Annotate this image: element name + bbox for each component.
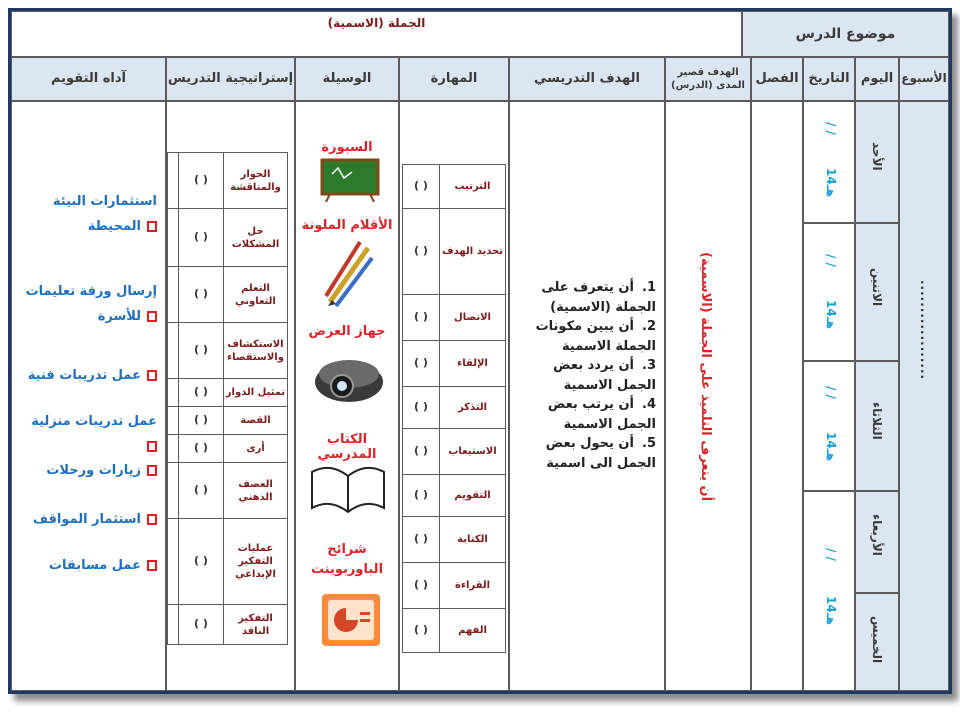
teaching-goal-column (509, 101, 665, 691)
tool-label-blackboard: السبورة (321, 140, 373, 155)
short-goal-column (665, 101, 751, 691)
evaluation-item: عمل مسابقات (17, 554, 157, 579)
date-slashes: / / (824, 254, 838, 267)
skill-table (402, 164, 506, 653)
table-row: ( ) أرى (168, 435, 288, 463)
evaluation-item: عمل تدريبات فنية (17, 364, 157, 389)
table-row: ( ) الفهم (403, 609, 506, 653)
header-strategy: إستراتيجية التدريس (166, 57, 295, 101)
table-row: ( ) القراءة (403, 563, 506, 609)
day-cell-monday: الاثنين (855, 223, 899, 361)
skill-column (399, 101, 509, 691)
table-row: ( ) الاستكشاف والاستقصاء (168, 323, 288, 379)
date-year: 14هـ (824, 300, 838, 330)
evaluation-item: استثمار المواقف (17, 508, 157, 533)
projector-icon (312, 346, 386, 406)
evaluation-item: إرسال ورقة تعليمات للأسرة (25, 284, 157, 324)
table-row: ( ) التفكير الناقد (168, 605, 288, 645)
strategy-column (166, 101, 295, 691)
tool-label-projector: جهاز العرض (308, 324, 386, 339)
short-goal-text: أن يتعرف التلميذ على الجملة (الاسمية) (698, 252, 713, 502)
objective-item: 3.أن يردد بعض الجمل الاسمية (553, 358, 656, 393)
table-row: ( ) الكتابة (403, 517, 506, 563)
topic-value: الجملة (الاسمية) (327, 16, 426, 30)
table-row: ( ) القصة (168, 407, 288, 435)
day-cell-tuesday: الثلاثاء (855, 361, 899, 491)
date-slashes: / / (824, 386, 838, 399)
day-cell-thursday: الخميس (855, 593, 899, 691)
table-row: ( ) تمثيل الدوار (168, 379, 288, 407)
tool-label-book: الكتاب المدرسي (317, 432, 377, 462)
date-cell (803, 223, 855, 361)
header-date: التاريخ (803, 57, 855, 101)
header-teaching-goal: الهدف التدريسي (509, 57, 665, 101)
topic-label-cell (742, 11, 949, 57)
table-row: ( ) تحديد الهدف (403, 209, 506, 295)
date-cell (803, 101, 855, 223)
date-year: 14هـ (824, 168, 838, 198)
table-row: ( ) الترتيب (403, 165, 506, 209)
date-cell (803, 361, 855, 491)
objective-item: 4.أن يرتب بعض الجمل الاسمية (547, 397, 656, 432)
header-short-goal: الهدف قصير المدى (الدرس) (665, 57, 751, 101)
powerpoint-icon (320, 592, 382, 648)
evaluation-column (11, 101, 166, 691)
header-tool: الوسيلة (295, 57, 399, 101)
table-row: ( ) التقويم (403, 475, 506, 517)
header-day: اليوم (855, 57, 899, 101)
checkbox-icon[interactable] (147, 370, 157, 381)
date-slashes: / / (824, 548, 838, 561)
week-value: .................. (918, 280, 932, 381)
objective-list (516, 278, 656, 473)
table-row: ( ) التعلم التعاوني (168, 267, 288, 323)
tool-label-pencils: الأقلام الملونة (301, 218, 393, 233)
date-year: 14هـ (824, 596, 838, 626)
header-week: الأسبوع (899, 57, 949, 101)
date-year: 14هـ (824, 432, 838, 462)
checkbox-icon[interactable] (147, 560, 157, 571)
header-evaluation: آداه التقويم (11, 57, 166, 101)
strategy-table (167, 152, 288, 645)
checkbox-icon[interactable] (147, 514, 157, 525)
evaluation-item: زيارات ورحلات (17, 459, 157, 484)
table-row: ( ) حل المشكلات (168, 209, 288, 267)
checkbox-icon[interactable] (147, 441, 157, 452)
blackboard-icon (320, 158, 380, 202)
table-row: ( ) التذكر (403, 387, 506, 429)
table-row: ( ) الإلقاء (403, 341, 506, 387)
table-row: ( ) عمليات التفكير الإبداعي (168, 519, 288, 605)
table-row: ( ) العصف الذهني (168, 463, 288, 519)
objective-item: 2.أن يبين مكونات الجملة الاسمية (535, 319, 656, 354)
day-cell-wednesday: الأربعاء (855, 491, 899, 593)
evaluation-item: عمل تدريبات منزلية (17, 410, 157, 459)
day-cell-sunday: الأحد (855, 101, 899, 223)
date-cell (803, 491, 855, 691)
objective-item: 5.أن يحول بعض الجمل الى اسمية (545, 436, 656, 471)
header-class: الفصل (751, 57, 803, 101)
pencils-icon (322, 238, 378, 310)
evaluation-item: استثمارات البيئة المحيطة (52, 194, 157, 234)
checkbox-icon[interactable] (147, 221, 157, 232)
topic-label: موضوع الدرس (795, 25, 896, 42)
checkbox-icon[interactable] (147, 311, 157, 322)
date-slashes: / / (824, 122, 838, 135)
header-skill: المهارة (399, 57, 509, 101)
book-icon (308, 458, 388, 514)
class-column (751, 101, 803, 691)
lesson-plan-table (8, 8, 952, 694)
table-row: ( ) الاستيعاب (403, 429, 506, 475)
table-row: ( ) الحوار والمناقشة (168, 153, 288, 209)
topic-value-cell (11, 11, 742, 57)
objective-item: 1.أن يتعرف على الجملة (الاسمية) (541, 280, 656, 315)
tool-label-powerpoint: شرائح الباوربوينت (310, 542, 384, 577)
tool-column (295, 101, 399, 691)
week-cell (899, 101, 949, 691)
table-row: ( ) الاتصال (403, 295, 506, 341)
checkbox-icon[interactable] (147, 465, 157, 476)
